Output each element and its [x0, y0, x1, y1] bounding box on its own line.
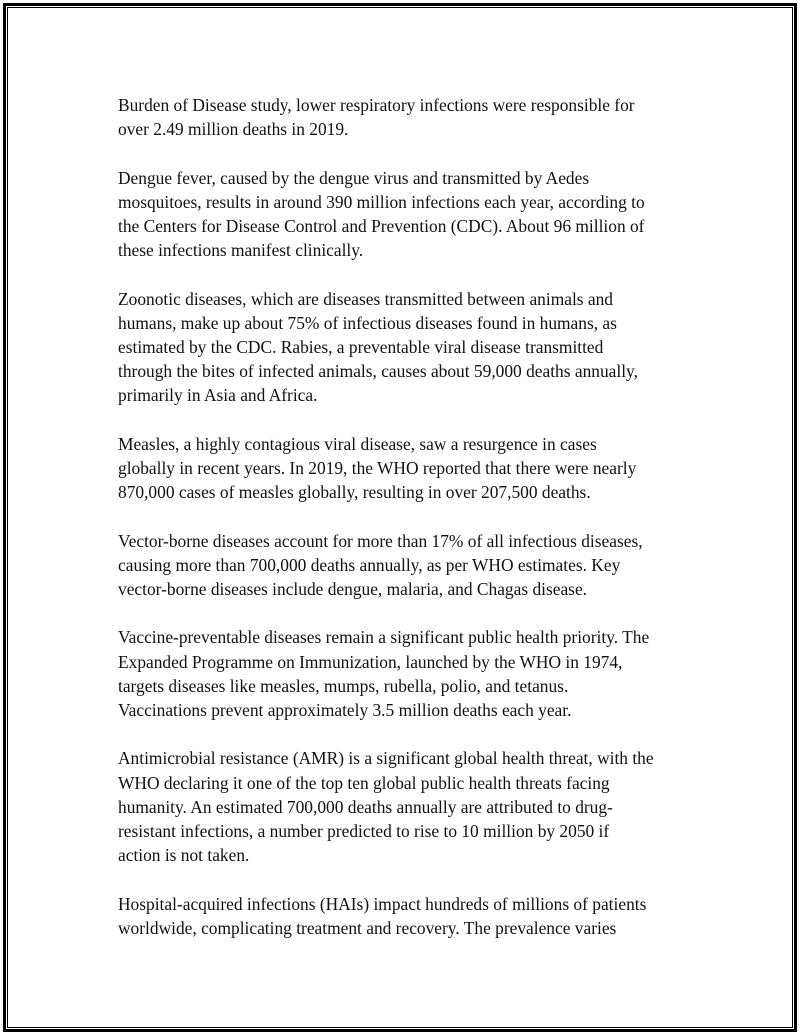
- text-line: through the bites of infected animals, causes about 59,000 deaths annually,: [118, 361, 638, 382]
- text-line: action is not taken.: [118, 845, 250, 866]
- text-line: Hospital-acquired infections (HAIs) impact hundreds of millions of patients: [118, 893, 647, 914]
- text-line: these infections manifest clinically.: [118, 240, 364, 261]
- text-line: Antimicrobial resistance (AMR) is a significant global health threat, with the: [118, 748, 654, 769]
- paragraph-vector-borne: [118, 529, 698, 602]
- text-line: over 2.49 million deaths in 2019.: [118, 119, 349, 140]
- document-body: [118, 93, 698, 964]
- text-line: Measles, a highly contagious viral disease, saw a resurgence in cases: [118, 433, 597, 454]
- text-line: estimated by the CDC. Rabies, a preventable viral disease transmitted: [118, 337, 604, 357]
- text-line: Vaccine-preventable diseases remain a significant public health priority. The: [118, 627, 650, 648]
- text-line: vector-borne diseases include dengue, malaria, and Chagas disease.: [118, 579, 588, 599]
- text-line: primarily in Asia and Africa.: [118, 385, 318, 406]
- text-line: resistant infections, a number predicted to rise to 10 million by 2050 if: [118, 821, 610, 841]
- text-line: Burden of Disease study, lower respiratory infections were responsible for: [118, 95, 635, 115]
- paragraph-vaccine-preventable: [118, 625, 698, 722]
- text-line: Dengue fever, caused by the dengue virus and transmitted by Aedes: [118, 167, 590, 188]
- paragraph-lower-respiratory: [118, 93, 698, 141]
- text-line: mosquitoes, results in around 390 million infections each year, according to: [118, 191, 645, 212]
- paragraph-measles: [118, 432, 698, 505]
- text-line: WHO declaring it one of the top ten global public health threats facing: [118, 772, 610, 793]
- text-line: targets diseases like measles, mumps, rubella, polio, and tetanus.: [118, 675, 569, 696]
- text-line: the Centers for Disease Control and Prevention (CDC). About 96 million of: [118, 216, 645, 236]
- paragraph-hospital-acquired: [118, 892, 698, 940]
- text-line: Vaccinations prevent approximately 3.5 million deaths each year.: [118, 700, 572, 720]
- text-line: humanity. An estimated 700,000 deaths annually are attributed to drug-: [118, 796, 613, 817]
- text-line: causing more than 700,000 deaths annually, as per WHO estimates. Key: [118, 554, 621, 575]
- text-line: 870,000 cases of measles globally, resulting in over 207,500 deaths.: [118, 482, 591, 503]
- text-line: Zoonotic diseases, which are diseases transmitted between animals and: [118, 288, 613, 309]
- text-line: Expanded Programme on Immunization, launched by the WHO in 1974,: [118, 651, 623, 672]
- text-line: worldwide, complicating treatment and recovery. The prevalence varies: [118, 917, 617, 938]
- text-line: globally in recent years. In 2019, the WHO reported that there were nearly: [118, 458, 637, 478]
- paragraph-antimicrobial-resistance: [118, 746, 698, 867]
- paragraph-zoonotic: [118, 287, 698, 408]
- text-line: humans, make up about 75% of infectious diseases found in humans, as: [118, 312, 617, 333]
- text-line: Vector-borne diseases account for more than 17% of all infectious diseases,: [118, 530, 643, 551]
- paragraph-dengue: [118, 166, 698, 263]
